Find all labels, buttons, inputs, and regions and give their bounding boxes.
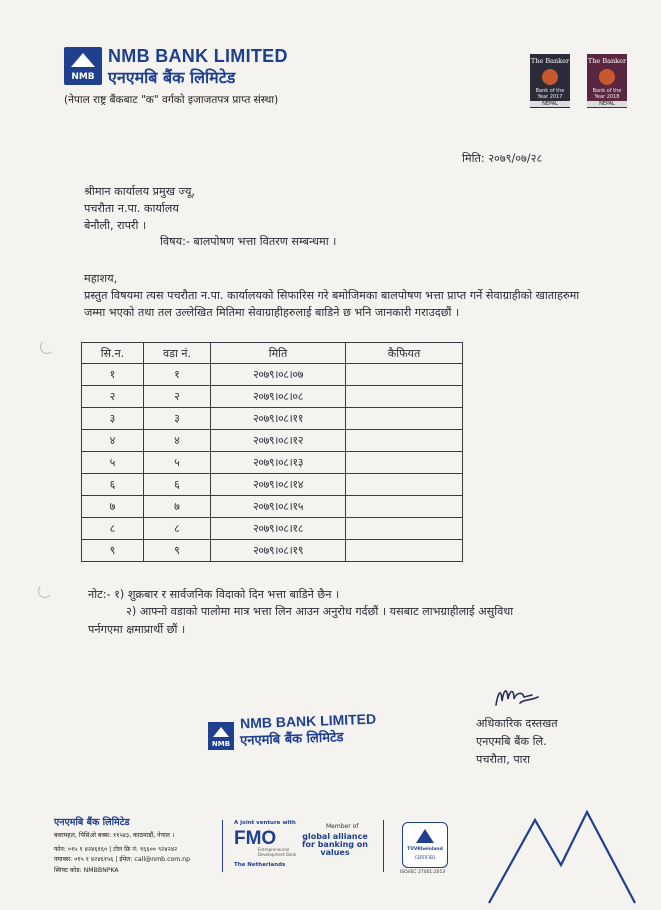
cell-ward: ८: [144, 518, 211, 540]
footer-swift: स्विफ्ट कोड: NMBBNPKA: [54, 867, 119, 874]
table-row: [82, 430, 463, 452]
stamp-logo-icon: [208, 722, 234, 750]
col-header-sn: सि.न.: [82, 343, 144, 364]
table-header-row: [82, 343, 463, 364]
award-country: NEPAL: [530, 101, 570, 107]
note-line: पर्नगएमा क्षमाप्रार्थी छौं ।: [88, 623, 186, 636]
table-row: [82, 540, 463, 562]
col-header-remarks: कैफियत: [346, 343, 463, 364]
fmo-tagline: A joint venture with: [234, 820, 296, 826]
bank-name-en: NMB BANK LIMITED: [108, 46, 288, 66]
award-badge-2018: [587, 54, 627, 108]
cell-ward: ५: [144, 452, 211, 474]
logo-text: NMB: [71, 72, 95, 82]
cell-ward: ६: [144, 474, 211, 496]
cell-sn: ६: [82, 474, 144, 496]
cell-date: २०७९।०८।१३: [211, 452, 346, 474]
letter-body: प्रस्तुत विषयमा त्यस पचरौता न.पा. कार्यालयको सिफारिस गरे बमोजिमका बालपोषण भत्ता प्राप्त गर्ने सेवाग्राहीको खाताहरुमा जम्मा भएको तथा तल उल्लेखित मितिमा सेवाग्राहीहरुलाई बाडिने छ भनि जानकारी गराउदछौं ।: [84, 289, 580, 319]
col-header-ward: वडा नं.: [144, 343, 211, 364]
cell-date: २०७९।०८।१४: [211, 474, 346, 496]
table-row: [82, 452, 463, 474]
footer-bank-name: एनएमबि बैंक लिमिटेड: [54, 817, 130, 828]
cell-ward: ७: [144, 496, 211, 518]
table-row: [82, 518, 463, 540]
signature-mark: [492, 683, 542, 715]
schedule-table: [81, 342, 463, 562]
cell-sn: ५: [82, 452, 144, 474]
footer-address: बबरमहल, पिसिओ बक्स: ११५४३, काठमाडौं, नेपाल ।: [54, 832, 175, 839]
fmo-subtitle: Entrepreneurial Development Bank: [258, 847, 297, 857]
fmo-logo: FMO: [234, 828, 277, 849]
cell-sn: ७: [82, 496, 144, 518]
award-publisher: The Banker: [587, 57, 627, 65]
cell-sn: ३: [82, 408, 144, 430]
signature-branch: पचरौता, पारा: [476, 753, 531, 766]
cell-remark: [346, 408, 463, 430]
letter-subject: विषय:- बालपोषण भत्ता वितरण सम्बन्धमा ।: [160, 235, 337, 248]
fmo-country: The Netherlands: [234, 862, 286, 868]
cell-remark: [346, 518, 463, 540]
address-line: श्रीमान कार्यालय प्रमुख ज्यू,: [84, 185, 195, 198]
license-note: (नेपाल राष्ट्र बैंकबाट "क" वर्गको इजाजतपत्र प्राप्त संस्था): [64, 94, 279, 106]
footer-divider: [383, 820, 384, 872]
cell-ward: १: [144, 364, 211, 386]
cell-date: २०७९।०८।१९: [211, 540, 346, 562]
cell-ward: ९: [144, 540, 211, 562]
col-header-date: मिति: [211, 343, 346, 364]
globe-icon: [542, 69, 558, 85]
cell-remark: [346, 496, 463, 518]
cell-ward: २: [144, 386, 211, 408]
award-line: Bank of the Year 2018: [592, 88, 622, 100]
stamp-logo-text: NMB: [211, 740, 231, 748]
cell-ward: ३: [144, 408, 211, 430]
cell-ward: ४: [144, 430, 211, 452]
signature-org: एनएमबि बैंक लि.: [476, 735, 547, 748]
globe-icon: [599, 69, 615, 85]
gabv-member-label: Member of: [326, 823, 359, 830]
cell-sn: ८: [82, 518, 144, 540]
cell-sn: १: [82, 364, 144, 386]
tuv-name: TÜVRheinland: [407, 847, 443, 852]
table-row: [82, 474, 463, 496]
letter-date: मिति: २०७९/०७/२८: [462, 152, 543, 165]
tuv-certified: CERTIFIED: [414, 855, 436, 860]
cell-sn: ९: [82, 540, 144, 562]
cell-remark: [346, 452, 463, 474]
footer-divider: [222, 820, 223, 872]
cell-date: २०७९।०८।०८: [211, 386, 346, 408]
nmb-logo-icon: [64, 47, 102, 85]
cell-date: २०७९।०८।१८: [211, 518, 346, 540]
table-row: [82, 496, 463, 518]
award-badge-2017: [530, 54, 570, 108]
cell-remark: [346, 386, 463, 408]
award-line: Bank of the Year 2017: [535, 88, 565, 100]
signature-title: अधिकारिक दस्तखत: [476, 717, 558, 730]
note-line: नोट:- १) शुक्रबार र सार्वजनिक विदाको दिन भत्ता बाडिने छैन ।: [88, 588, 340, 601]
cell-date: २०७९।०८।०७: [211, 364, 346, 386]
table-row: [82, 364, 463, 386]
salutation: महाशय,: [84, 272, 118, 285]
mountain-logo-icon: [487, 810, 637, 905]
cell-remark: [346, 430, 463, 452]
note-line: २) आफ्नो वडाको पालोमा मात्र भत्ता लिन आउन अनुरोध गर्दछौं । यसबाट लाभग्राहीलाई असुविधा: [126, 605, 514, 618]
tuv-certificate-icon: [402, 822, 448, 868]
stamp-name-np: एनएमबि बैंक लिमिटेड: [239, 730, 344, 749]
cell-remark: [346, 364, 463, 386]
address-line: पचरौता न.पा. कार्यालय: [84, 202, 179, 215]
gabv-logo: global alliance for banking on values: [302, 832, 368, 857]
cell-sn: ४: [82, 430, 144, 452]
address-line: बेनौली, रापरी ।: [84, 219, 147, 232]
iso-standard: ISO/IEC 27001:2013: [400, 870, 446, 875]
bank-name-np: एनएमबि बैंक लिमिटेड: [108, 68, 236, 87]
cell-date: २०७९।०८।१२: [211, 430, 346, 452]
cell-date: २०७९।०८।१५: [211, 496, 346, 518]
table-row: [82, 408, 463, 430]
punch-hole-mark: [38, 584, 52, 598]
award-publisher: The Banker: [530, 57, 570, 65]
footer-fax-email: फ्याक्स: ०१५ १ ४२४६१५६ | ईमेल: call@nmb.com.np: [54, 856, 191, 863]
cell-sn: २: [82, 386, 144, 408]
stamp-name-en: NMB BANK LIMITED: [239, 710, 377, 732]
punch-hole-mark: [40, 340, 54, 354]
footer-phone: फोन: ०१५ १ ४२४६१६० | टोल फ्रि नं: १६६०० ९२४२४२: [54, 846, 178, 853]
cell-remark: [346, 474, 463, 496]
award-country: NEPAL: [587, 101, 627, 107]
cell-date: २०७९।०८।११: [211, 408, 346, 430]
cell-remark: [346, 540, 463, 562]
table-row: [82, 386, 463, 408]
